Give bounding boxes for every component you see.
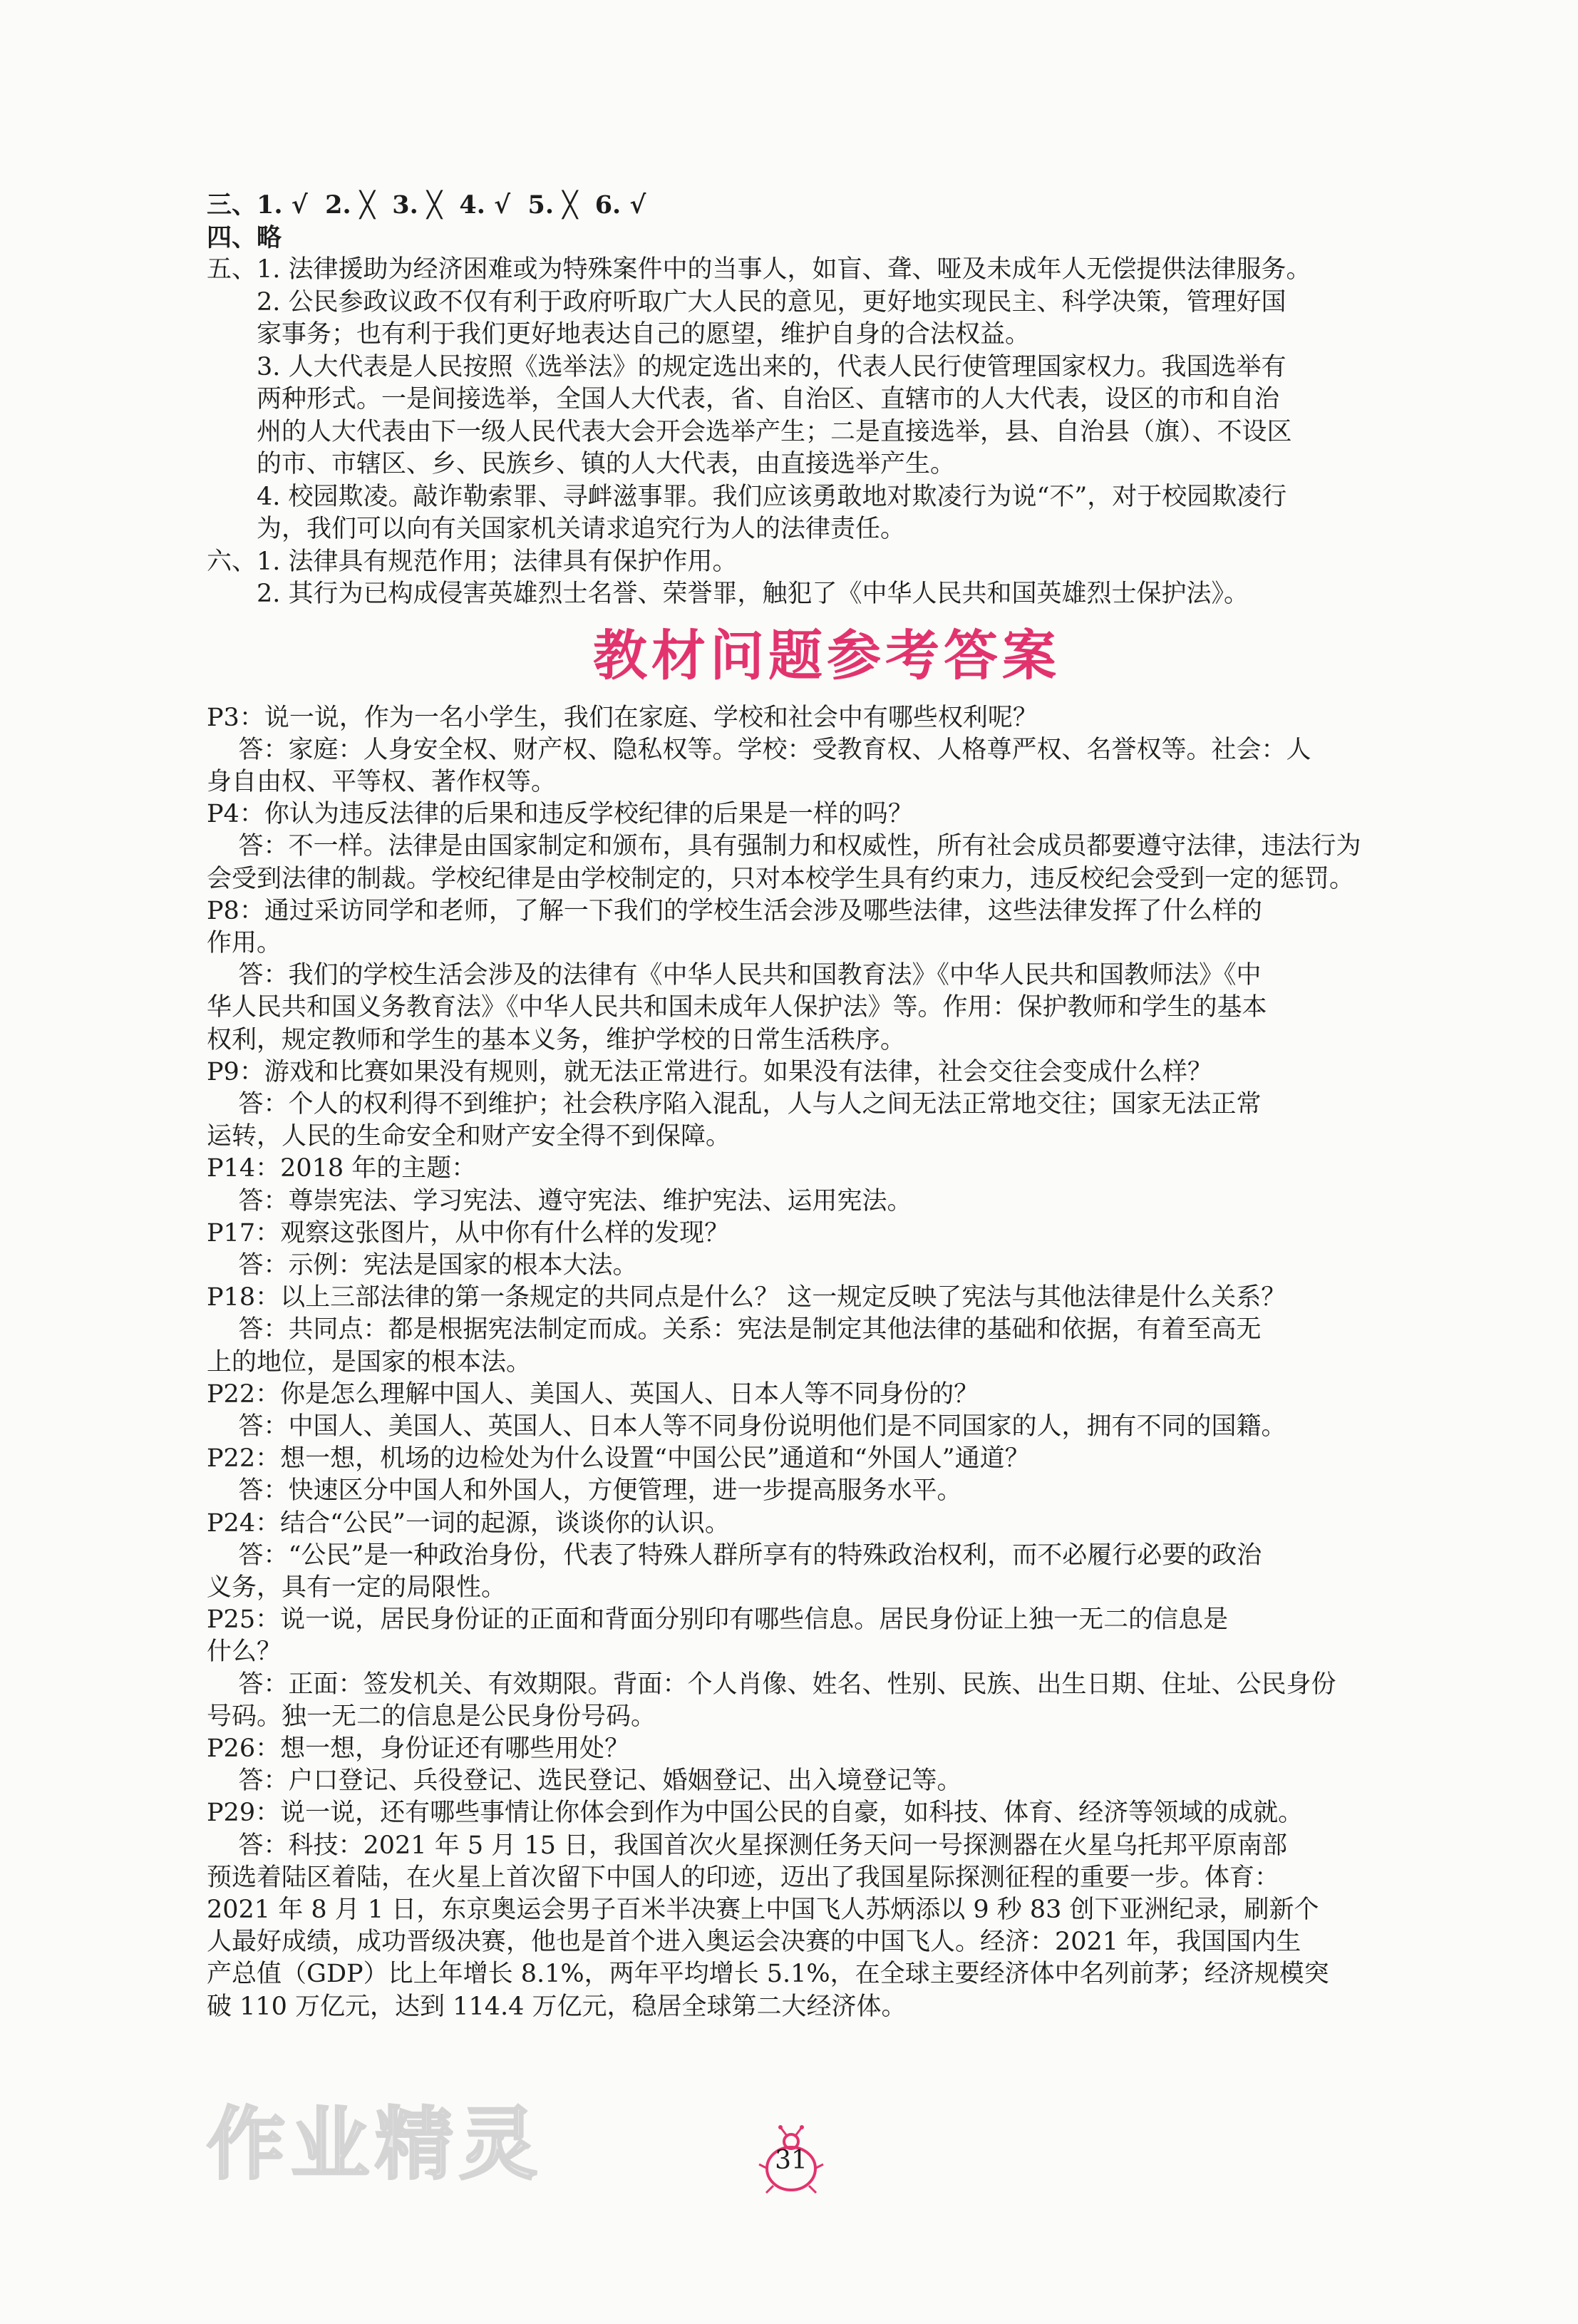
qa-line: 作用。: [207, 928, 282, 957]
qa-line: P22：你是怎么理解中国人、美国人、英国人、日本人等不同身份的？: [207, 1379, 979, 1409]
answer-section-5-line: 3. 人大代表是人民按照《选举法》的规定选出来的，代表人民行使管理国家权力。我国选举有: [257, 352, 1286, 381]
qa-line: 2021 年 8 月 1 日，东京奥运会男子百米半决赛上中国飞人苏炳添以 9 秒 83 创下亚洲纪录，刷新个: [207, 1896, 1319, 1925]
qa-line: 答：中国人、美国人、英国人、日本人等不同身份说明他们是不同国家的人，拥有不同的国籍。: [207, 1412, 1286, 1441]
qa-line: 答：“公民”是一种政治身份，代表了特殊人群所享有的特殊政治权利，而不必履行必要的政治: [207, 1541, 1262, 1570]
answer-section-5-line: 州的人大代表由下一级人民代表大会开会选举产生；二是直接选举，县、自治县（旗）、不设区: [257, 417, 1292, 446]
qa-line: P18：以上三部法律的第一条规定的共同点是什么？ 这一规定反映了宪法与其他法律是什么关系？: [207, 1283, 1286, 1312]
qa-line: P22：想一想，机场的边检处为什么设置“中国公民”通道和“外国人”通道？: [207, 1444, 1030, 1474]
qa-line: P3：说一说，作为一名小学生，我们在家庭、学校和社会中有哪些权利呢？: [207, 703, 1038, 732]
qa-line: P29：说一说，还有哪些事情让你体会到作为中国公民的自豪，如科技、体育、经济等领域的成就。: [207, 1799, 1304, 1828]
qa-line: 破 110 万亿元，达到 114.4 万亿元，稳居全球第二大经济体。: [207, 1992, 907, 2021]
qa-line: P17：观察这张图片，从中你有什么样的发现？: [207, 1218, 730, 1248]
qa-line: P8：通过采访同学和老师，了解一下我们的学校生活会涉及哪些法律，这些法律发挥了什么样的: [207, 896, 1262, 925]
qa-line: 预选着陆区着陆，在火星上首次留下中国人的印迹，迈出了我国星际探测征程的重要一步。体育：: [207, 1863, 1280, 1892]
qa-line: 答：示例：宪法是国家的根本大法。: [207, 1250, 638, 1280]
qa-line: 上的地位，是国家的根本法。: [207, 1347, 532, 1377]
qa-line: 什么？: [207, 1637, 282, 1667]
qa-line: 产总值（GDP）比上年增长 8.1%，两年平均增长 5.1%，在全球主要经济体中名列前茅；经济规模突: [207, 1960, 1329, 1989]
qa-line: P9：游戏和比赛如果没有规则，就无法正常进行。如果没有法律，社会交往会变成什么样？: [207, 1057, 1212, 1086]
qa-line: 答：共同点：都是根据宪法制定而成。关系：宪法是制定其他法律的基础和依据，有着至高无: [207, 1315, 1262, 1344]
answer-section-3: 三、1. √ 2. ╳ 3. ╳ 4. √ 5. ╳ 6. √: [207, 190, 646, 220]
qa-line: 答：尊崇宪法、学习宪法、遵守宪法、维护宪法、运用宪法。: [207, 1186, 912, 1215]
qa-line: 答：正面：签发机关、有效期限。背面：个人肖像、姓名、性别、民族、出生日期、住址、公民身份: [207, 1670, 1336, 1699]
qa-line: 号码。独一无二的信息是公民身份号码。: [207, 1702, 656, 1731]
watermark-text: 作业精灵: [207, 2099, 543, 2190]
qa-line: P14：2018 年的主题：: [207, 1154, 477, 1183]
qa-line: 华人民共和国义务教育法》《中华人民共和国未成年人保护法》等。作用：保护教师和学生的基本: [207, 993, 1267, 1022]
qa-line: 答：个人的权利得不到维护；社会秩序陷入混乱，人与人之间无法正常地交往；国家无法正常: [207, 1089, 1262, 1119]
qa-line: 答：我们的学校生活会涉及的法律有《中华人民共和国教育法》《中华人民共和国教师法》《中: [207, 961, 1262, 990]
qa-line: 人最好成绩，成功晋级决赛，他也是首个进入奥运会决赛的中国飞人。经济：2021 年，我国国内生: [207, 1928, 1301, 1957]
qa-line: 运转，人民的生命安全和财产安全得不到保障。: [207, 1122, 731, 1151]
answer-section-6-line: 2. 其行为已构成侵害英雄烈士名誉、荣誉罪，触犯了《中华人民共和国英雄烈士保护法》。: [257, 580, 1249, 608]
qa-line: P25：说一说，居民身份证的正面和背面分别印有哪些信息。居民身份证上独一无二的信息是: [207, 1605, 1229, 1635]
qa-line: P26：想一想，身份证还有哪些用处？: [207, 1734, 630, 1763]
qa-line: 权利，规定教师和学生的基本义务，维护学校的日常生活秩序。: [207, 1025, 906, 1054]
answer-section-6-line: 六、1. 法律具有规范作用；法律具有保护作用。: [207, 547, 738, 576]
answer-section-5-line: 为，我们可以向有关国家机关请求追究行为人的法律责任。: [257, 515, 906, 543]
qa-line: 答：家庭：人身安全权、财产权、隐私权等。学校：受教育权、人格尊严权、名誉权等。社会：人: [207, 735, 1311, 764]
answer-section-5-line: 的市、市辖区、乡、民族乡、镇的人大代表，由直接选举产生。: [257, 450, 956, 478]
answer-section-5-line: 4. 校园欺凌。敲诈勒索罪、寻衅滋事罪。我们应该勇敢地对欺凌行为说“不”，对于校园欺凌行: [257, 482, 1287, 511]
answer-page: [207, 189, 1447, 2023]
qa-line: 答：户口登记、兵役登记、选民登记、婚姻登记、出入境登记等。: [207, 1767, 962, 1796]
qa-line: 答：不一样。法律是由国家制定和颁布，具有强制力和权威性，所有社会成员都要遵守法律，违法行为: [207, 832, 1361, 861]
page-number-badge: [752, 2124, 830, 2203]
answer-section-5-line: 两种形式。一是间接选举，全国人大代表，省、自治区、直辖市的人大代表，设区的市和自治: [257, 385, 1280, 413]
qa-line: P24：结合“公民”一词的起源，谈谈你的认识。: [207, 1508, 730, 1538]
page-number: 31: [775, 2146, 808, 2175]
qa-line: 答：科技：2021 年 5 月 15 日，我国首次火星探测任务天问一号探测器在火星乌托邦平原南部: [207, 1831, 1288, 1860]
qa-line: 会受到法律的制裁。学校纪律是由学校制定的，只对本校学生具有约束力，违反校纪会受到一定的惩罚。: [207, 864, 1355, 893]
section-title: 教材问题参考答案: [593, 623, 1061, 687]
qa-line: 身自由权、平等权、著作权等。: [207, 767, 557, 796]
answer-section-5-line: 五、1. 法律援助为经济困难或为特殊案件中的当事人，如盲、聋、哑及未成年人无偿提供法律服务。: [207, 255, 1311, 284]
answer-section-5-line: 家事务；也有利于我们更好地表达自己的愿望，维护自身的合法权益。: [257, 320, 1031, 349]
answer-section-5-line: 2. 公民参政议政不仅有利于政府听取广大人民的意见，更好地实现民主、科学决策，管理好国: [257, 287, 1286, 317]
watermark-logo: [207, 2082, 543, 2194]
qa-line: P4：你认为违反法律的后果和违反学校纪律的后果是一样的吗？: [207, 800, 913, 829]
qa-line: 义务，具有一定的局限性。: [207, 1573, 507, 1602]
qa-line: 答：快速区分中国人和外国人，方便管理，进一步提高服务水平。: [207, 1476, 962, 1506]
answer-section-4: 四、略: [207, 222, 282, 252]
